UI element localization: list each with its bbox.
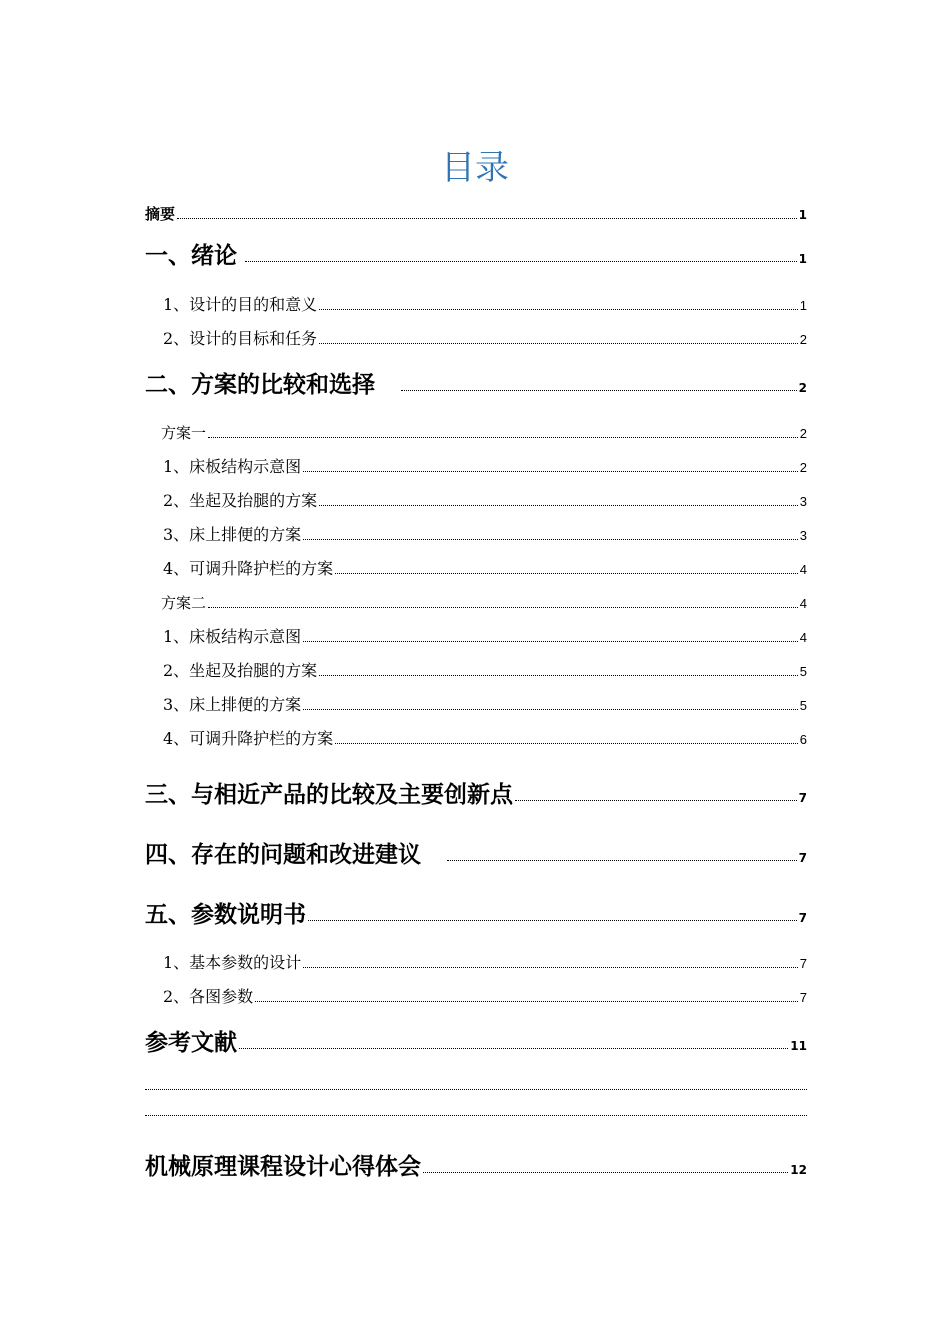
toc-entry-label: 3、床上排便的方案: [163, 525, 302, 544]
toc-blank-leader-row: [145, 1057, 807, 1095]
toc-entry-label: 三、与相近产品的比较及主要创新点: [145, 782, 513, 808]
toc-entry-label: 4、可调升降护栏的方案: [163, 559, 334, 578]
dot-leader: [423, 1172, 788, 1173]
toc-entry-section[interactable]: [145, 477, 807, 511]
toc-entry-section[interactable]: [145, 681, 807, 715]
toc-page-number: 11: [790, 1039, 807, 1053]
toc-page-number: 7: [798, 791, 807, 805]
toc-page-number: 3: [799, 528, 807, 543]
toc-entry-label: 方案一: [161, 424, 207, 442]
toc-entry-scheme[interactable]: [145, 399, 807, 443]
dot-leader: [515, 800, 797, 801]
dot-leader: [447, 860, 797, 861]
toc-entry-label: 4、可调升降护栏的方案: [163, 729, 334, 748]
toc-entry-section[interactable]: [145, 647, 807, 681]
toc-entry-references[interactable]: [145, 1007, 807, 1057]
toc-entry-chapter-1[interactable]: [145, 224, 807, 270]
toc-entry-label: 方案二: [161, 594, 207, 612]
toc-entry-label: 2、各图参数: [163, 987, 254, 1006]
dot-leader: [319, 505, 798, 506]
toc-entry-label: 3、床上排便的方案: [163, 695, 302, 714]
toc-blank-leader-row: [145, 1095, 807, 1121]
toc-page-number: 1: [798, 252, 807, 266]
toc-page-number: 2: [799, 332, 807, 347]
dot-leader: [335, 573, 798, 574]
toc-entry-label: 2、设计的目标和任务: [163, 329, 318, 348]
toc-entry-section[interactable]: [145, 315, 807, 349]
toc-entry-label: 2、坐起及抬腿的方案: [163, 491, 318, 510]
toc-page-number: 1: [798, 208, 807, 222]
dot-leader: [303, 539, 798, 540]
toc-page-number: 2: [799, 426, 807, 441]
toc-page-number: 4: [799, 630, 807, 645]
toc-entry-label: 五、参数说明书: [145, 902, 306, 928]
toc-entry-chapter-3[interactable]: [145, 749, 807, 809]
toc-page-number: 7: [798, 851, 807, 865]
toc-page-number: 3: [799, 494, 807, 509]
toc-entry-abstract[interactable]: [145, 190, 807, 224]
toc-entry-label: 参考文献: [145, 1030, 237, 1056]
dot-leader: [245, 261, 797, 262]
toc-entry-chapter-4[interactable]: [145, 809, 807, 869]
toc-page-number: 7: [799, 956, 807, 971]
toc-page-number: 4: [799, 562, 807, 577]
toc-entry-label: 2、坐起及抬腿的方案: [163, 661, 318, 680]
toc-entry-scheme[interactable]: [145, 579, 807, 613]
toc-entry-label: 1、床板结构示意图: [163, 627, 302, 646]
toc-entry-label: 摘要: [145, 205, 176, 223]
toc-entry-label: 一、绪论: [145, 243, 237, 269]
toc-page-number: 5: [799, 698, 807, 713]
toc-entry-label: 机械原理课程设计心得体会: [145, 1154, 421, 1180]
dot-leader: [145, 1115, 807, 1116]
dot-leader: [239, 1048, 788, 1049]
toc-entry-section[interactable]: [145, 613, 807, 647]
toc-entry-section[interactable]: [145, 443, 807, 477]
dot-leader: [303, 641, 798, 642]
toc-page-number: 12: [790, 1163, 807, 1177]
toc-entry-chapter-5[interactable]: [145, 869, 807, 929]
toc-entry-label: 1、床板结构示意图: [163, 457, 302, 476]
dot-leader: [335, 743, 798, 744]
dot-leader: [177, 218, 797, 219]
dot-leader: [319, 343, 798, 344]
toc-page-number: 5: [799, 664, 807, 679]
page-title: 目录: [441, 148, 509, 188]
toc-page-number: 1: [799, 298, 807, 313]
dot-leader: [303, 471, 798, 472]
toc-entry-section[interactable]: [145, 929, 807, 973]
toc-page-number: 7: [799, 990, 807, 1005]
dot-leader: [308, 920, 797, 921]
toc-entry-section[interactable]: [145, 545, 807, 579]
dot-leader: [208, 437, 798, 438]
toc-page-number: 6: [799, 732, 807, 747]
toc-entry-section[interactable]: [145, 270, 807, 315]
dot-leader: [145, 1089, 807, 1090]
toc-page-number: 2: [799, 460, 807, 475]
dot-leader: [255, 1001, 798, 1002]
toc-entry-reflections[interactable]: [145, 1121, 807, 1181]
dot-leader: [303, 967, 798, 968]
dot-leader: [208, 607, 798, 608]
table-of-contents: [145, 190, 807, 1181]
dot-leader: [319, 675, 798, 676]
toc-entry-section[interactable]: [145, 511, 807, 545]
dot-leader: [319, 309, 798, 310]
toc-page-number: 2: [798, 381, 807, 395]
toc-entry-chapter-2[interactable]: [145, 349, 807, 399]
dot-leader: [401, 390, 797, 391]
dot-leader: [303, 709, 798, 710]
toc-entry-label: 1、基本参数的设计: [163, 953, 302, 972]
toc-page-number: 4: [799, 596, 807, 611]
toc-entry-label: 二、方案的比较和选择: [145, 372, 375, 398]
toc-entry-section[interactable]: [145, 715, 807, 749]
toc-page-number: 7: [798, 911, 807, 925]
toc-entry-label: 四、存在的问题和改进建议: [145, 842, 421, 868]
toc-entry-label: 1、设计的目的和意义: [163, 295, 318, 314]
toc-entry-section[interactable]: [145, 973, 807, 1007]
